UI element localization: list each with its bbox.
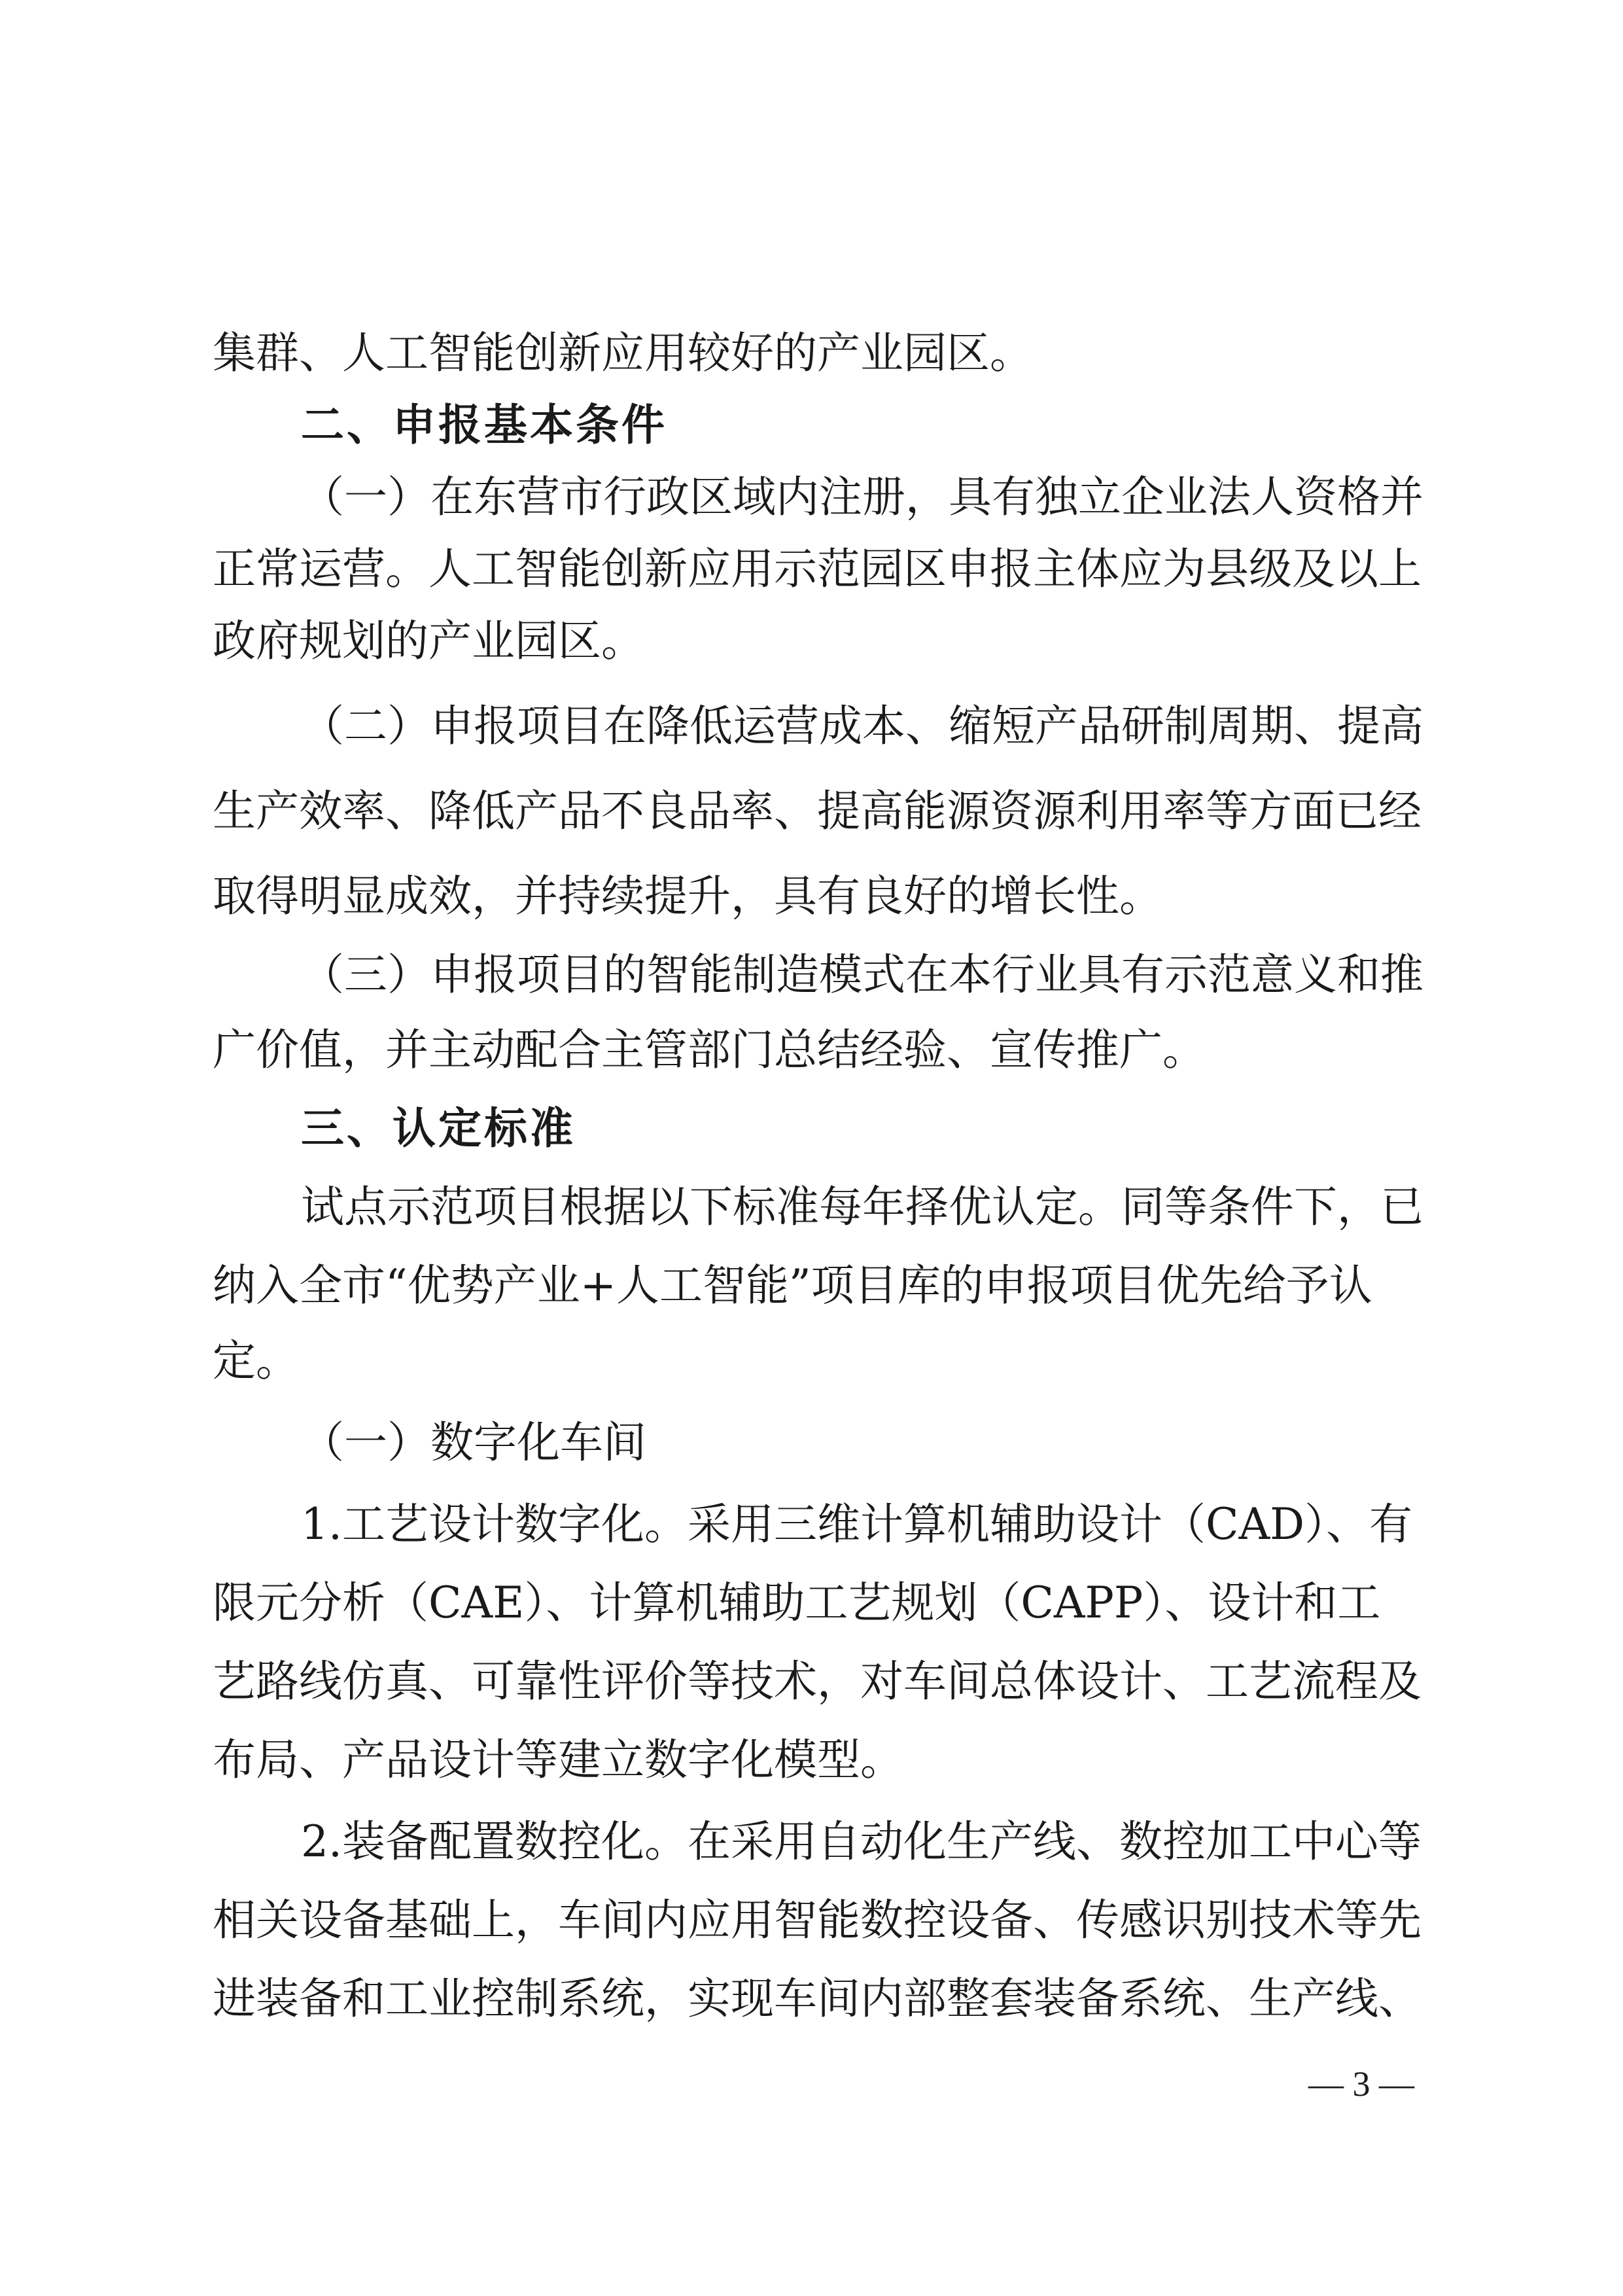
body-text-line: （二）申报项目在降低运营成本、缩短产品研制周期、提高 (301, 701, 1423, 751)
body-text-line: 取得明显成效，并持续提升，具有良好的增长性。 (213, 871, 1162, 921)
body-text-line: 1.工艺设计数字化。采用三维计算机辅助设计（CAD）、有 (301, 1499, 1413, 1549)
body-text-line: 限元分析（CAE）、计算机辅助工艺规划（CAPP）、设计和工 (213, 1578, 1381, 1628)
body-text-line: 集群、人工智能创新应用较好的产业园区。 (213, 328, 1033, 378)
body-text-line: 2.装备配置数控化。在采用自动化生产线、数控加工中心等 (301, 1816, 1422, 1867)
page-number: — 3 — (1308, 2064, 1414, 2104)
body-text-line: 定。 (213, 1335, 299, 1386)
body-text-line: 布局、产品设计等建立数字化模型。 (213, 1735, 903, 1785)
body-text-line: 生产效率、降低产品不良品率、提高能源资源利用率等方面已经 (213, 786, 1422, 836)
body-text-line: 进装备和工业控制系统，实现车间内部整套装备系统、生产线、 (213, 1973, 1422, 2024)
body-text-line: （一）在东营市行政区域内注册，具有独立企业法人资格并 (301, 472, 1423, 522)
body-text-line: 正常运营。人工智能创新应用示范园区申报主体应为县级及以上 (213, 544, 1422, 594)
subsection-heading: （一）数字化车间 (301, 1417, 646, 1468)
body-text-line: 相关设备基础上，车间内应用智能数控设备、传感识别技术等先 (213, 1895, 1422, 1945)
body-text-line: 纳入全市“优势产业+人工智能”项目库的申报项目优先给予认 (213, 1260, 1372, 1311)
body-text-line: 艺路线仿真、可靠性评价等技术，对车间总体设计、工艺流程及 (213, 1656, 1422, 1706)
body-text-line: 政府规划的产业园区。 (213, 616, 644, 666)
body-text-line: （三）申报项目的智能制造模式在本行业具有示范意义和推 (301, 949, 1423, 1000)
section-heading: 三、认定标准 (301, 1103, 576, 1154)
body-text-line: 试点示范项目根据以下标准每年择优认定。同等条件下，已 (301, 1182, 1423, 1232)
body-text-line: 广价值，并主动配合主管部门总结经验、宣传推广。 (213, 1025, 1206, 1075)
section-heading: 二、申报基本条件 (301, 400, 667, 450)
